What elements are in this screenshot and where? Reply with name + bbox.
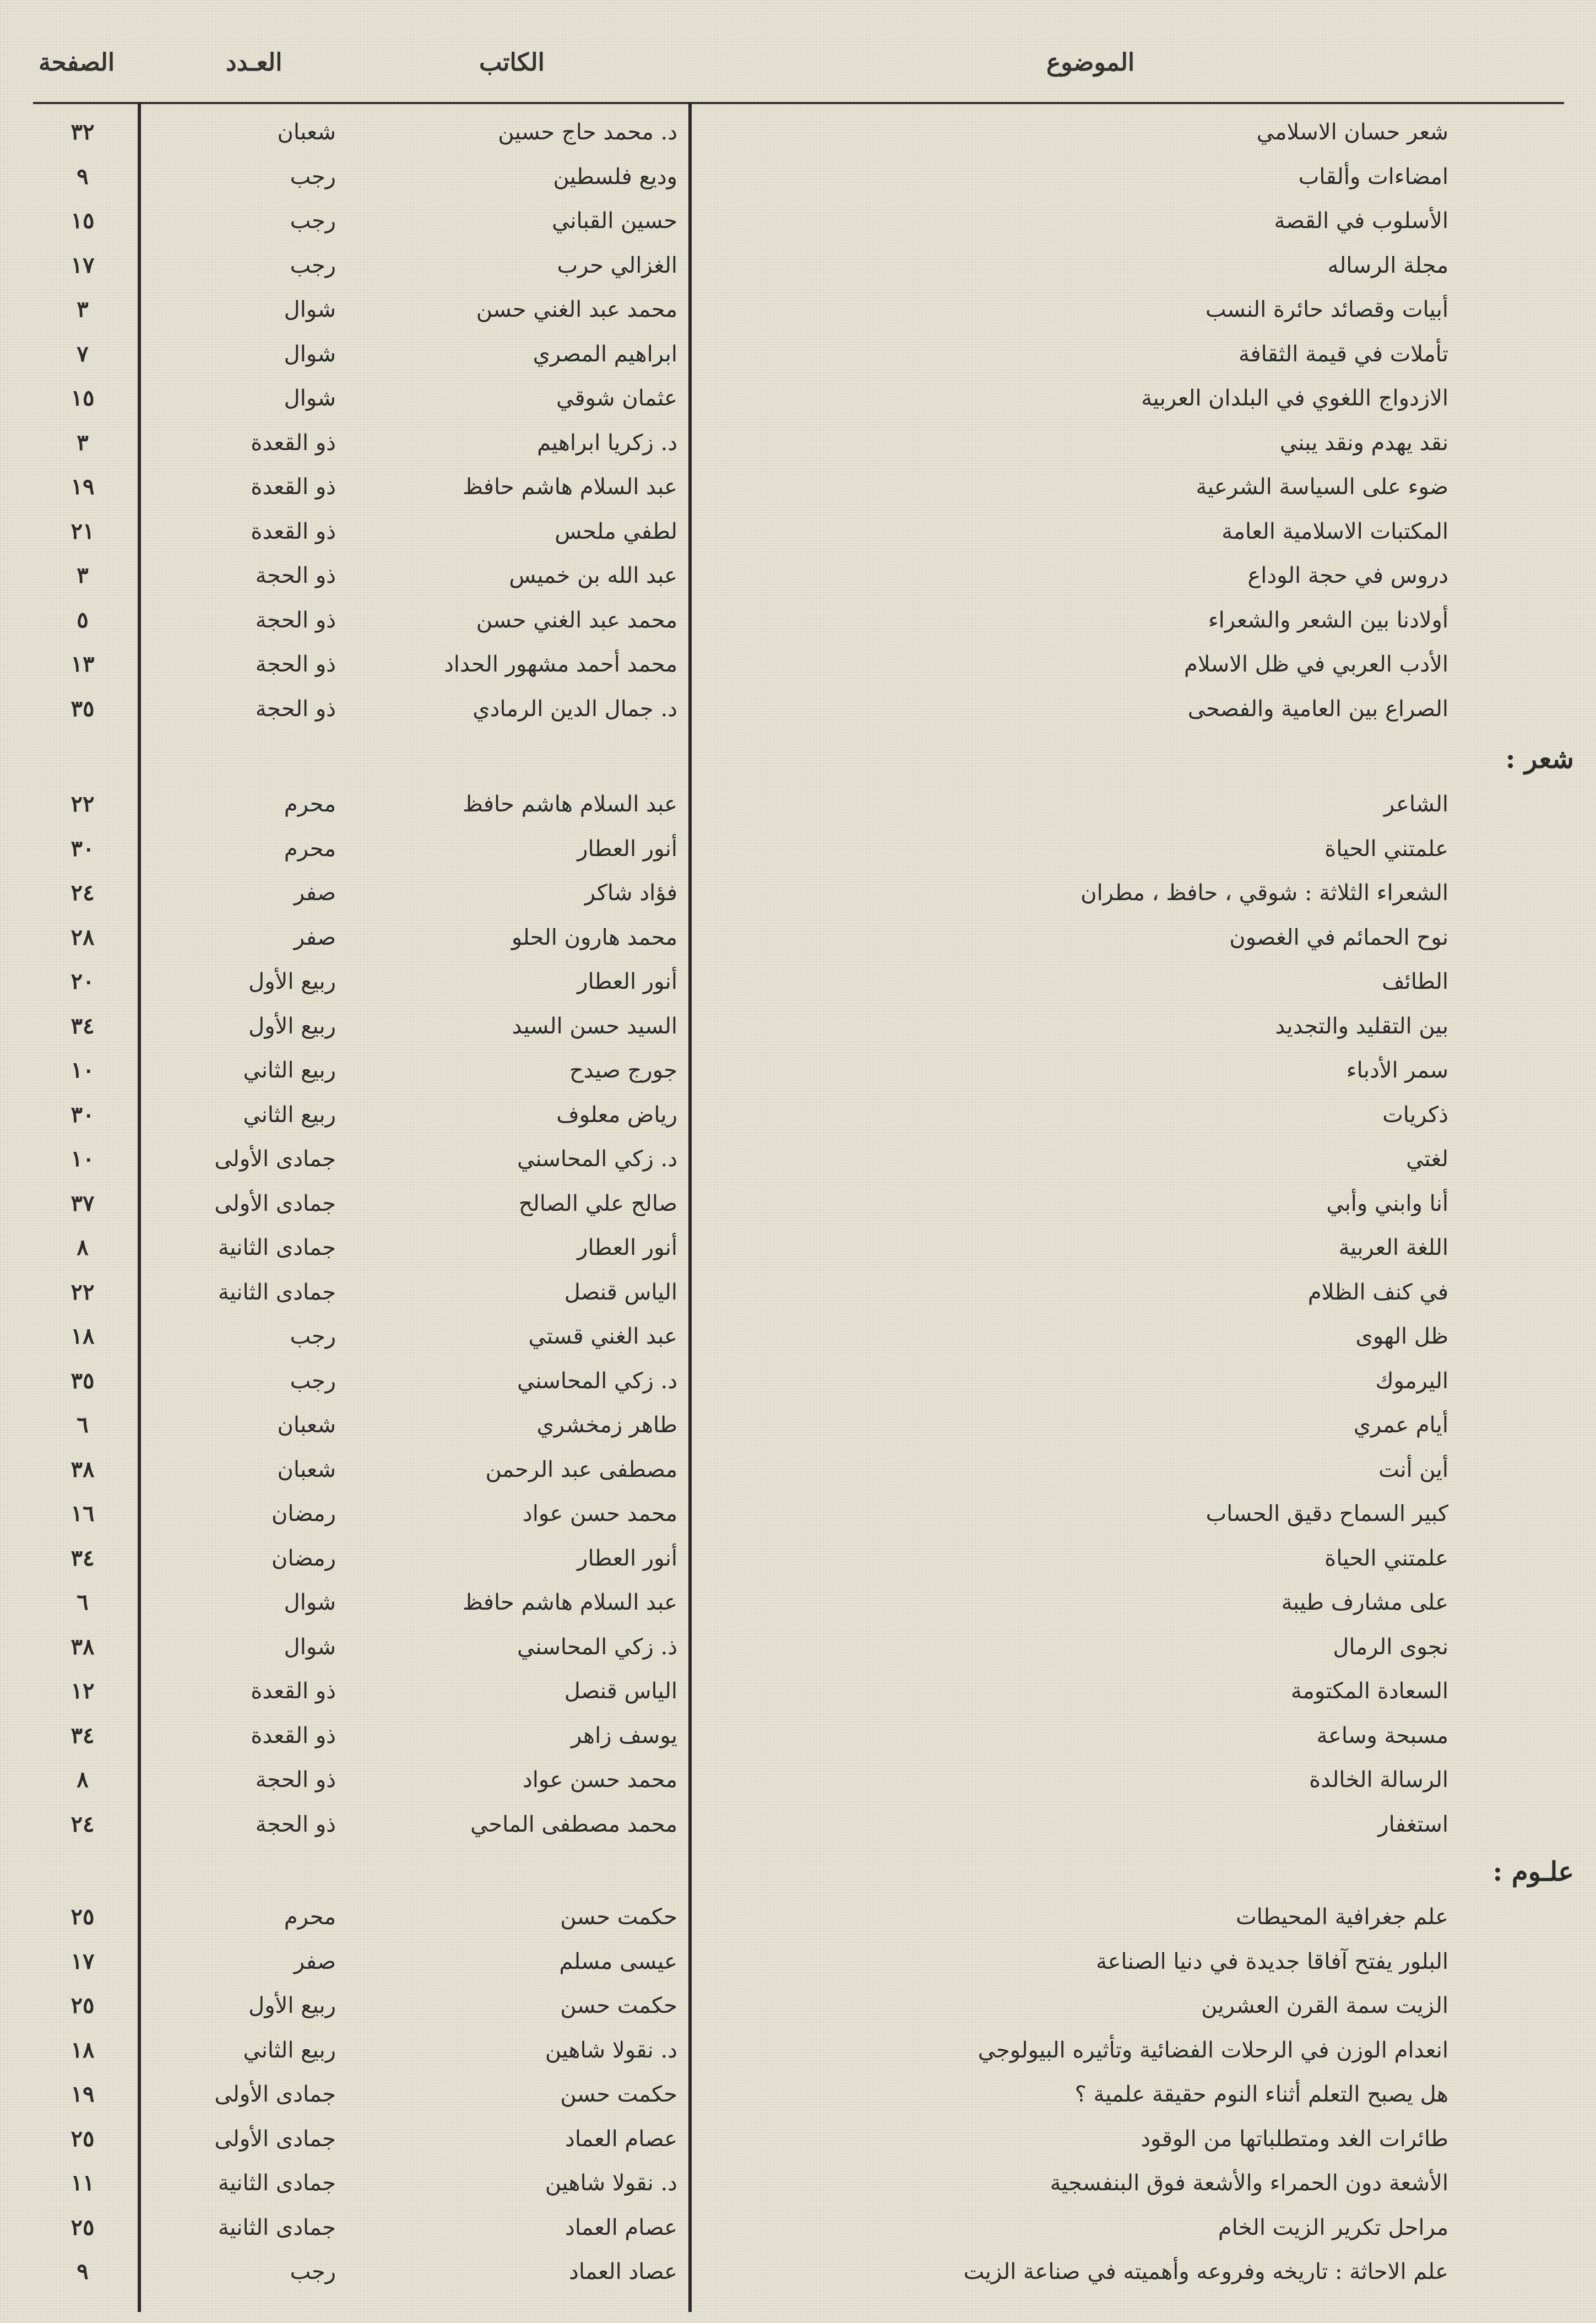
topic-title: امضاءات وألقاب [1298,164,1448,189]
topic-title: تأملات في قيمة الثقافة [1239,341,1448,367]
topic-title: أولادنا بين الشعر والشعراء [1208,607,1448,633]
table-row [0,376,1596,420]
page-number: ٣٨ [70,1633,95,1660]
issue-month: جمادى الثانية [218,2170,336,2196]
topic-title: نقد يهدم ونقد يبني [1279,430,1448,456]
table-row [0,782,1596,826]
author-name: حكمت حسن [560,1993,677,2018]
page-number: ٣٥ [70,695,95,722]
issue-month: رجب [290,208,336,234]
topic-title: اليرموك [1375,1368,1448,1394]
table-row [0,687,1596,731]
table-row [0,110,1596,154]
page-number: ٣ [77,562,89,588]
topic-title: ذكريات [1382,1102,1448,1128]
issue-month: ربيع الأول [248,1013,336,1039]
topic-title: مراحل تكرير الزيت الخام [1218,2214,1448,2240]
author-name: صالح علي الصالح [518,1190,677,1216]
topic-title: استغفار [1378,1811,1448,1837]
issue-month: محرم [284,792,336,817]
issue-month: شعبان [277,120,336,145]
topic-title: الزيت سمة القرن العشرين [1201,1993,1448,2018]
author-name: محمد حسن عواد [522,1501,677,1526]
page-number: ٥ [77,607,89,633]
author-name: وديع فلسطين [553,164,677,189]
issue-month: ربيع الثاني [243,1102,336,1128]
author-name: ذ. زكي المحاسني [517,1634,677,1660]
topic-title: علم جغرافية المحيطات [1236,1904,1448,1930]
page-number: ٢١ [70,518,95,544]
table-row [0,1359,1596,1403]
topic-title: كبير السماح دقيق الحساب [1206,1501,1448,1526]
issue-month: شوال [284,341,336,367]
topic-title: الأشعة دون الحمراء والأشعة فوق البنفسجية [1050,2170,1448,2196]
table-row [0,1580,1596,1625]
issue-month: جمادى الأولى [214,2126,336,2152]
topic-title: طائرات الغد ومتطلباتها من الوقود [1141,2126,1448,2152]
table-row [0,1802,1596,1847]
author-name: أنور العطار [577,1545,677,1571]
table-row [0,1536,1596,1580]
topic-title: ظل الهوى [1355,1324,1448,1349]
author-name: ابراهيم المصري [533,341,677,367]
table-row [0,1048,1596,1092]
page-number: ١٧ [70,252,95,278]
issue-month: رجب [290,1324,336,1349]
issue-month: ربيع الثاني [243,1058,336,1083]
header-issue: العـدد [226,48,283,77]
page-number: ٣ [77,296,89,322]
topic-title: في كنف الظلام [1307,1279,1448,1305]
author-name: د. زكي المحاسني [517,1146,677,1172]
topic-title: على مشارف طيبة [1281,1590,1448,1615]
author-name: أنور العطار [577,836,677,862]
issue-month: ذو القعدة [251,1723,336,1748]
table-row [0,1448,1596,1492]
table-row [0,598,1596,642]
topic-title: هل يصبح التعلم أثناء النوم حقيقة علمية ؟ [1074,2082,1448,2107]
table-row [0,1895,1596,1939]
author-name: د. محمد حاج حسين [498,120,677,145]
author-name: حكمت حسن [560,1904,677,1930]
author-name: أنور العطار [577,1235,677,1260]
issue-month: جمادى الثانية [218,1279,336,1305]
table-row [0,960,1596,1004]
issue-month: رمضان [272,1501,336,1526]
table-row [0,2206,1596,2250]
page-number: ٢٢ [70,791,95,817]
table-row [0,827,1596,871]
topic-title: شعر حسان الاسلامي [1256,120,1448,145]
topic-title: الشاعر [1383,792,1448,817]
topic-title: البلور يفتح آفاقا جديدة في دنيا الصناعة [1096,1948,1448,1974]
topic-title: بين التقليد والتجديد [1275,1013,1448,1039]
page-number: ٣٤ [70,1545,95,1571]
author-name: محمد أحمد مشهور الحداد [443,652,677,677]
table-row [0,1625,1596,1669]
page-number: ٩ [77,163,89,189]
topic-title: الشعراء الثلاثة : شوقي ، حافظ ، مطران [1081,880,1448,906]
author-name: عثمان شوقي [556,386,677,411]
topic-title: الازدواج اللغوي في البلدان العربية [1141,386,1448,411]
page-number: ١٥ [70,385,95,411]
page-number: ١٨ [70,2037,95,2063]
topic-title: علمتني الحياة [1324,1545,1448,1571]
topic-title: الرسالة الخالدة [1309,1767,1448,1793]
page-number: ١٩ [70,2081,95,2107]
table-row [0,288,1596,332]
author-name: محمد حسن عواد [522,1767,677,1793]
issue-month: شوال [284,1634,336,1660]
author-name: محمد عبد الغني حسن [476,607,677,633]
header-author: الكاتب [479,48,545,77]
author-name: لطفي ملحس [555,518,677,544]
page-number: ٢٢ [70,1279,95,1305]
issue-month: ذو الحجة [255,652,336,677]
author-name: السيد حسن السيد [512,1013,677,1039]
issue-month: ذو الحجة [255,696,336,722]
page-number: ٣٧ [70,1190,95,1216]
author-name: محمد مصطفى الماحي [470,1811,677,1837]
page-number: ١٩ [70,474,95,500]
author-name: الغزالي حرب [557,252,677,278]
page-number: ٣ [77,429,89,456]
table-row [0,1714,1596,1758]
issue-month: جمادى الأولى [214,1146,336,1172]
topic-title: ضوء على السياسة الشرعية [1196,474,1448,500]
page-number: ٨ [77,1767,89,1793]
author-name: د. زكي المحاسني [517,1368,677,1394]
topic-title: اللغة العربية [1338,1235,1448,1260]
table-row [0,1093,1596,1137]
page-number: ٢٥ [70,1992,95,2018]
page-number: ٣٠ [70,1101,95,1128]
author-name: جورج صيدح [569,1058,677,1083]
author-name: عبد السلام هاشم حافظ [462,1590,677,1615]
page-number: ٣٤ [70,1012,95,1039]
issue-month: شوال [284,297,336,322]
issue-month: جمادى الأولى [214,2082,336,2107]
issue-month: جمادى الثانية [218,2214,336,2240]
table-row [0,1314,1596,1358]
topic-title: أيام عمري [1353,1412,1448,1438]
issue-month: ربيع الثاني [243,2037,336,2063]
issue-month: شوال [284,386,336,411]
page-number: ٩ [77,2259,89,2284]
table-row [0,1492,1596,1536]
table-row [0,871,1596,915]
topic-title: انعدام الوزن في الرحلات الفضائية وتأثيره البيولوجي [978,2037,1448,2063]
page-number: ١٣ [70,651,95,677]
author-name: حسين القباني [552,208,677,234]
author-name: عصام العماد [565,2214,677,2240]
page-number: ١٨ [70,1323,95,1349]
page-number: ٢٨ [70,924,95,950]
table-row [0,421,1596,465]
table-row [0,1758,1596,1802]
table-row [0,1004,1596,1048]
section-label-poetry: شعر : [1505,744,1574,775]
page-number: ٣٠ [70,835,95,862]
page-number: ٧ [77,340,89,367]
topic-title: أنا وابني وأبي [1326,1190,1448,1216]
issue-month: رجب [290,2259,336,2284]
topic-title: الأسلوب في القصة [1274,208,1448,234]
issue-month: رجب [290,252,336,278]
table-row [0,642,1596,686]
author-name: د. جمال الدين الرمادي [473,696,677,722]
header-rule [33,102,1564,104]
table-row [0,2117,1596,2161]
issue-month: جمادى الثانية [218,1235,336,1260]
topic-title: علم الاحاثة : تاريخه وفروعه وأهميته في صناعة الزيت [963,2259,1448,2284]
issue-month: شوال [284,1590,336,1615]
author-name: عيسى مسلم [559,1948,677,1974]
table-row [0,332,1596,376]
page-number: ٢٥ [70,2214,95,2240]
table-row [0,243,1596,288]
page-number: ١٥ [70,208,95,234]
page-number: ٢٤ [70,1811,95,1837]
table-row [0,916,1596,960]
page-number: ١٧ [70,1948,95,1974]
author-name: عبد الله بن خميس [509,563,677,588]
page-number: ٦ [77,1412,89,1438]
table-row [0,1669,1596,1713]
table-row [0,1182,1596,1226]
page-number: ١٠ [70,1057,95,1083]
table-row [0,199,1596,243]
table-row [0,1984,1596,2028]
author-name: طاهر زمخشري [536,1412,677,1438]
issue-month: ذو القعدة [251,430,336,456]
page-number: ٢٥ [70,1904,95,1930]
author-name: عصاد العماد [569,2259,677,2284]
topic-title: مسبحة وساعة [1316,1723,1448,1748]
author-name: محمد هارون الحلو [511,924,677,950]
table-row [0,1403,1596,1447]
author-name: محمد عبد الغني حسن [476,297,677,322]
issue-month: ربيع الأول [248,1993,336,2018]
topic-title: دروس في حجة الوداع [1247,563,1448,588]
issue-month: رجب [290,1368,336,1394]
author-name: حكمت حسن [560,2082,677,2107]
topic-title: الطائف [1382,969,1448,994]
page-number: ١١ [70,2170,95,2196]
author-name: د. زكريا ابراهيم [537,430,677,456]
author-name: د. نقولا شاهين [545,2170,677,2196]
author-name: مصطفى عبد الرحمن [485,1456,677,1482]
issue-month: شعبان [277,1412,336,1438]
page-number: ٣٥ [70,1367,95,1394]
issue-month: محرم [284,836,336,862]
page-number: ١٦ [70,1501,95,1526]
issue-month: ذو القعدة [251,474,336,500]
topic-title: الأدب العربي في ظل الاسلام [1184,652,1448,677]
topic-title: الصراع بين العامية والفصحى [1187,696,1448,722]
header-page: الصفحة [39,48,115,77]
topic-title: أين أنت [1378,1456,1448,1482]
issue-month: ذو الحجة [255,1811,336,1837]
table-row [0,1226,1596,1270]
page-number: ٣٤ [70,1722,95,1748]
author-name: د. نقولا شاهين [545,2037,677,2063]
author-name: فؤاد شاكر [584,880,677,906]
page-number: ٨ [77,1234,89,1260]
issue-month: جمادى الأولى [214,1190,336,1216]
issue-month: ذو الحجة [255,1767,336,1793]
page-number: ٣٢ [70,119,95,145]
topic-title: سمر الأدباء [1346,1058,1448,1083]
table-row [0,554,1596,598]
issue-month: صفر [294,1948,336,1974]
table-row [0,2072,1596,2116]
table-row [0,1137,1596,1181]
topic-title: السعادة المكتومة [1290,1678,1448,1704]
page-number: ٦ [77,1589,89,1615]
topic-title: لغتي [1406,1146,1448,1172]
issue-month: ذو القعدة [251,518,336,544]
author-name: عبد السلام هاشم حافظ [462,792,677,817]
section-label-science: علـوم : [1492,1856,1574,1887]
topic-title: أبيات وقصائد حائرة النسب [1205,297,1448,322]
issue-month: ربيع الأول [248,969,336,994]
page-number: ٢٤ [70,880,95,906]
author-name: يوسف زاهر [571,1723,677,1748]
page-number: ٢٠ [70,968,95,994]
table-row [0,155,1596,199]
topic-title: نوح الحمائم في الغصون [1229,924,1448,950]
table-row [0,2161,1596,2205]
issue-month: ذو الحجة [255,607,336,633]
topic-title: نجوى الرمال [1333,1634,1448,1660]
issue-month: صفر [294,880,336,906]
issue-month: رجب [290,164,336,189]
table-row [0,2028,1596,2072]
issue-month: ذو الحجة [255,563,336,588]
page-number: ١٠ [70,1146,95,1172]
issue-month: شعبان [277,1456,336,1482]
author-name: عبد السلام هاشم حافظ [462,474,677,500]
issue-month: محرم [284,1904,336,1930]
issue-month: رمضان [272,1545,336,1571]
author-name: عصام العماد [565,2126,677,2152]
author-name: أنور العطار [577,969,677,994]
table-row [0,1940,1596,1984]
author-name: الياس قنصل [564,1678,677,1704]
table-row [0,1270,1596,1314]
topic-title: مجلة الرساله [1327,252,1448,278]
issue-month: صفر [294,924,336,950]
topic-title: علمتني الحياة [1324,836,1448,862]
page-number: ٢٥ [70,2125,95,2152]
issue-month: ذو القعدة [251,1678,336,1704]
author-name: عبد الغني قستي [528,1324,677,1349]
table-row [0,2250,1596,2294]
page-number: ١٢ [70,1678,95,1704]
author-name: رياض معلوف [556,1102,677,1128]
page-number: ٣٨ [70,1456,95,1482]
author-name: الياس قنصل [564,1279,677,1305]
table-row [0,510,1596,554]
header-topic: الموضوع [1046,48,1135,77]
table-row [0,465,1596,509]
topic-title: المكتبات الاسلامية العامة [1222,518,1448,544]
